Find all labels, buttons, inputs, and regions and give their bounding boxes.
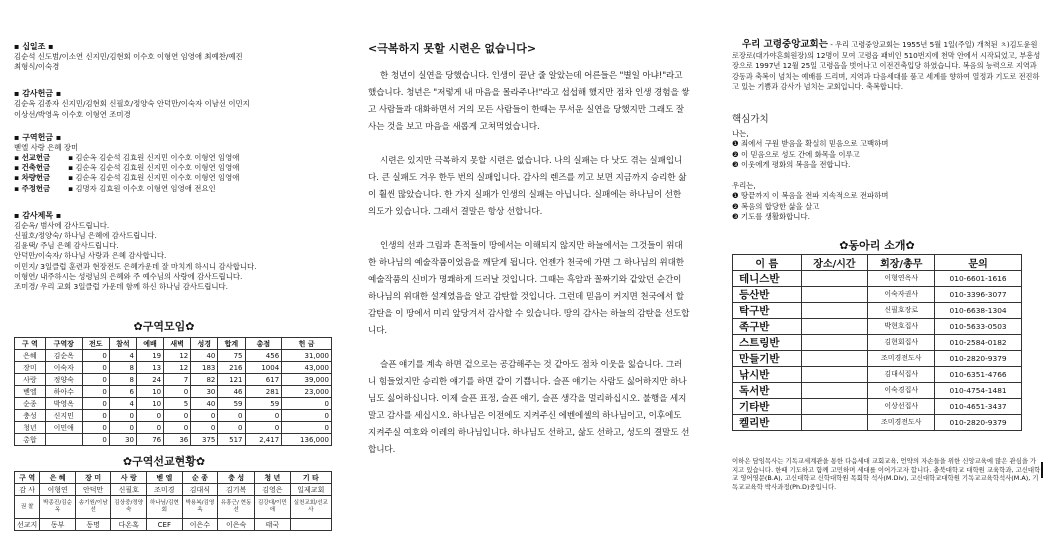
column-header: 성경 xyxy=(191,338,218,350)
table-cell: 0 xyxy=(137,422,164,434)
group-meeting-title: ✿구역모임✿ xyxy=(133,320,195,334)
table-cell: 010-3396-3077 xyxy=(935,286,1022,302)
offering-row xyxy=(14,163,340,173)
thanks-line: 김순옥 김종자 신지민/김현회 신필호/정양숙 안덕만/이숙자 이남선 이민지 xyxy=(14,99,250,109)
mission-status-title: ✿구역선교현황✿ xyxy=(122,455,206,469)
table-cell: 0 xyxy=(82,398,109,410)
table-cell: 신필호 xyxy=(111,484,147,496)
table-cell: 이민애 xyxy=(45,422,82,434)
column-header: 총점 xyxy=(245,338,282,350)
table-cell: 안덕만 xyxy=(75,484,111,496)
table-cell: 517 xyxy=(218,434,245,446)
table-cell: 0 xyxy=(164,422,191,434)
table-cell: 실천교회/선교사 xyxy=(290,496,331,519)
church-intro-text: - 우리 고령중앙교회는 1955년 5월 1일(주일) 개척된 ㅊ)김도윤원로장로(대가야흔회원장)의 12명이 모여 고령읍 패비인 510번지에 천막 안에서 시작되었고, 부흥성장으로 1997년 12월 25일 고령읍을 벗어나고 이전건축입당 하였습니다. 복음의 능력으로 지역과 강동과 축복이 넘치는 예배를 드리며, 지역과 다음세대를 품고 세계를 향하여 열정과 기도로 전진하고 있는 기쁨과 감사가 넘치는 교회입니다. 축복합니다. xyxy=(732,40,1041,92)
offering-label: ▪ 건축헌금 xyxy=(14,163,51,173)
table-cell: 0 xyxy=(164,410,191,422)
gratitude-section xyxy=(14,210,340,292)
gratitude-line: 조미경/ 우리 교회 3일클럽 가운데 함께 하신 하나님 감사드립니다. xyxy=(14,282,228,292)
table-cell: 장미 xyxy=(15,362,46,374)
column-header: 새벽 xyxy=(164,338,191,350)
core-we-item: ❸ 기도를 생활화합니다. xyxy=(732,212,810,222)
club-table xyxy=(732,254,1022,431)
table-row xyxy=(15,519,332,531)
thanks-section xyxy=(14,88,340,119)
gratitude-line: 이민지/ 3일클럽 훈련과 현장전도 은혜가운데 잘 마치게 하시니 감사합니다. xyxy=(14,261,257,271)
sermon-paragraph: 슬픈 얘기를 계속 하면 겉으로는 공감해주는 것 같아도 점차 이웃을 잃습니다. 그러니 힘들었지만 승리한 얘기를 하면 같이 기쁩니다. 슬픈 얘기는 사람도 싫어하지만 하나님도 싫어하십니다. 이제 슬픈 표정, 슬픈 얘기, 슬픈 생각을 멀리하십시오. 불행을 세지 말고 감사를 세십시오. 하나님은 이전에도 지켜주신 에벤에셀의 하나님이고, 이후에도 지켜주실 여호와 이레의 하나님입니다. 하나님도 선하고, 삶도 선하고, 성도의 결말도 선합니다. xyxy=(368,360,690,455)
table-row xyxy=(15,410,332,422)
table-cell: 010-6351-4766 xyxy=(935,366,1022,382)
table-cell: 0 xyxy=(191,422,218,434)
table-cell: 김현회집사 xyxy=(868,334,935,350)
table-cell: 13 xyxy=(137,362,164,374)
column-header: 사 랑 xyxy=(111,472,147,484)
table-cell: 족구반 xyxy=(733,318,802,334)
table-cell: 36 xyxy=(164,434,191,446)
table-cell: 사랑 xyxy=(15,374,46,386)
table-cell: 183 xyxy=(191,362,218,374)
mission-status-table xyxy=(14,471,332,531)
table-cell: 121 xyxy=(218,374,245,386)
column-header: 구 역 xyxy=(15,338,46,350)
district-offering-section xyxy=(14,132,340,194)
table-cell: 6 xyxy=(109,386,136,398)
table-cell: 박종진/김순옥 xyxy=(40,496,76,519)
table-cell: 김영은 xyxy=(255,484,291,496)
table-cell: 탁구반 xyxy=(733,302,802,318)
table-cell: 0 xyxy=(82,386,109,398)
table-row xyxy=(733,398,1022,414)
column-header: 헌 금 xyxy=(282,338,332,350)
table-cell: 010-6638-1304 xyxy=(935,302,1022,318)
table-cell: 김기복 xyxy=(218,484,255,496)
table-cell: 테니스반 xyxy=(733,270,802,286)
table-cell: 0 xyxy=(282,398,332,410)
church-intro xyxy=(732,40,1044,93)
pastor-note: 이하은 담임목사는 기독교세계관을 통한 다음세대 교회교육, 언약의 자손들을 위한 신앙교육에 많은 관심을 가지고 있습니다. 한때 기도하고 함께 고민하며 세대를 이어가고자 합니다. 충북대학교 대학원 교육학과, 고신대학교 영어영문(B.A), 고신대학교 신학대학원 목회학 석사(M.Div), 고신대학교대학원 기독교교육학석사(M.A), 기독교교육학 박사과정(Ph.D)중입니다. xyxy=(732,456,1041,491)
table-cell: 신필호장로 xyxy=(868,302,935,318)
table-cell xyxy=(801,318,868,334)
table-cell: 김대식 xyxy=(182,484,218,496)
table-cell: 0 xyxy=(82,362,109,374)
tithe-section xyxy=(14,41,340,72)
table-cell: 이숙경집사 xyxy=(868,382,935,398)
table-row xyxy=(733,302,1022,318)
column-header: 장 미 xyxy=(75,472,111,484)
edge-mark xyxy=(1041,462,1043,478)
table-row xyxy=(733,270,1022,286)
table-row xyxy=(15,374,332,386)
table-cell: 박용복/김영옥 xyxy=(182,496,218,519)
table-cell xyxy=(801,302,868,318)
core-values-title: 핵심가치 xyxy=(732,113,769,125)
table-cell xyxy=(290,519,331,531)
table-row xyxy=(733,350,1022,366)
table-cell: 김강대/이민애 xyxy=(255,496,291,519)
offering-names: ▪ 김순옥 김순석 김효원 신지민 이수호 이형연 임영애 xyxy=(68,173,240,183)
offering-names: ▪ 김명자 김효원 이수호 이형연 임영애 전요인 xyxy=(68,183,216,193)
table-cell: 0 xyxy=(245,410,282,422)
table-cell: 010-4754-1481 xyxy=(935,382,1022,398)
table-cell: 송기원/이남선 xyxy=(75,496,111,519)
table-cell xyxy=(801,270,868,286)
core-me-label: 나는, xyxy=(732,128,749,138)
table-cell: 하아수 xyxy=(45,386,82,398)
table-cell: 김상중/정양숙 xyxy=(111,496,147,519)
table-cell: 10 xyxy=(137,398,164,410)
table-cell xyxy=(801,286,868,302)
table-cell: 청년 xyxy=(15,422,46,434)
core-we-label: 우리는, xyxy=(732,180,756,190)
table-row xyxy=(15,422,332,434)
table-cell: 12 xyxy=(164,350,191,362)
table-cell: 0 xyxy=(137,410,164,422)
table-row xyxy=(15,484,332,496)
church-intro-title: 우리 고령중앙교회는 xyxy=(742,39,828,50)
table-cell: 이은수 xyxy=(182,519,218,531)
table-cell xyxy=(801,334,868,350)
gratitude-line: 김순옥/ 범사에 감사드립니다. xyxy=(14,220,110,230)
table-cell: 선교지 xyxy=(15,519,40,531)
column-header: 이 름 xyxy=(733,254,802,270)
sermon-paragraph: 인생의 선과 그림과 흔적들이 땅에서는 이해되지 않지만 하늘에서는 그것들이 위대한 하나님의 예술작품이었음을 깨닫게 됩니다. 언젠가 천국에 가면 그 하나님의 위대한 예술작품의 신비가 명쾌하게 드러날 것입니다. 그때는 흑암과 꼴짜기와 같았던 순간이 하나님의 위대한 설계였음을 알고 감탄할 것입니다. 그런데 믿음이 커지면 천국에서 할 감탄을 이 땅에서 미리 앞당겨서 감사할 수 있습니다. 땅의 감사는 하늘의 감탄을 선도합니다. xyxy=(368,241,690,336)
core-me-item: ❷ 이 믿음으로 성도 간에 화목을 이루고 xyxy=(732,149,860,159)
table-cell: 박영옥 xyxy=(45,398,82,410)
district-line: 벧엘 사랑 은혜 장미 xyxy=(14,142,79,152)
table-cell: 1004 xyxy=(245,362,282,374)
column-header: 청 년 xyxy=(255,472,291,484)
table-cell: 독서반 xyxy=(733,382,802,398)
gratitude-line: 안덕만/이숙자/ 하나님 사랑과 은혜 감사합니다. xyxy=(14,251,167,261)
table-cell: 0 xyxy=(82,422,109,434)
table-row xyxy=(733,414,1022,430)
column-header: 구 역 xyxy=(15,472,40,484)
table-cell: 4 xyxy=(109,350,136,362)
table-row xyxy=(15,362,332,374)
table-cell: 0 xyxy=(191,410,218,422)
table-cell: 23,000 xyxy=(282,386,332,398)
group-meeting-table xyxy=(14,337,332,446)
table-cell: 이형연 xyxy=(40,484,76,496)
table-cell: 010-4651-3437 xyxy=(935,398,1022,414)
table-cell: 이상선집사 xyxy=(868,398,935,414)
table-cell: 39,000 xyxy=(282,374,332,386)
sermon-paragraph: 한 청년이 실연을 당했습니다. 인생이 끝난 줄 알았는데 어른들은 "별일 아냐!"라고 했습니다. 청년은 "저렇게 내 마음을 몰라주나!"라고 섭섭해 했지만 점차 인생 경험을 쌓고 사람들과 대화하면서 거의 모든 사람들이 한때는 무서운 실연을 당했지만 그래도 잘 사는 것을 보고 마음을 새롭게 고쳐먹었습니다. xyxy=(368,71,690,132)
column-header: 기 타 xyxy=(290,472,331,484)
table-cell: 456 xyxy=(245,350,282,362)
table-cell: 조미경전도사 xyxy=(868,414,935,430)
core-me-item: ❸ 이웃에게 평화의 복음을 전합니다. xyxy=(732,160,851,170)
table-cell: 다온혹 xyxy=(111,519,147,531)
table-cell: 유흥근/ 현동선 xyxy=(218,496,255,519)
table-cell: 2,417 xyxy=(245,434,282,446)
table-cell: 40 xyxy=(191,350,218,362)
table-cell: 010-2820-9379 xyxy=(935,414,1022,430)
table-cell: 8 xyxy=(109,362,136,374)
table-header-row xyxy=(15,472,332,484)
gratitude-line: 신필호/정양숙/ 하나님 은혜에 감사드립니다. xyxy=(14,231,157,241)
table-cell: 30 xyxy=(191,386,218,398)
sermon-title: <극복하지 못할 시련은 없습니다> xyxy=(368,42,537,55)
table-cell: 8 xyxy=(109,374,136,386)
column-header: 은 혜 xyxy=(40,472,76,484)
table-cell: 태국 xyxy=(255,519,291,531)
table-cell: 권 찰 xyxy=(15,496,40,519)
table-cell: 등산반 xyxy=(733,286,802,302)
table-cell: 59 xyxy=(245,398,282,410)
table-cell: 59 xyxy=(218,398,245,410)
table-cell: 82 xyxy=(191,374,218,386)
table-cell: 0 xyxy=(109,410,136,422)
table-cell: 동부 xyxy=(40,519,76,531)
offering-label: ▪ 주정헌금 xyxy=(14,183,51,193)
table-cell xyxy=(801,414,868,430)
table-cell: 10 xyxy=(137,386,164,398)
offering-row xyxy=(14,173,340,183)
table-cell: 박현호집사 xyxy=(868,318,935,334)
table-cell: 0 xyxy=(218,410,245,422)
table-cell: 75 xyxy=(218,350,245,362)
table-cell xyxy=(801,382,868,398)
table-row xyxy=(15,386,332,398)
table-cell: CEF xyxy=(147,519,183,531)
table-cell: 12 xyxy=(164,362,191,374)
offering-row xyxy=(14,153,340,163)
table-cell: 조미경 xyxy=(147,484,183,496)
gratitude-title: ▪ 감사제목 ▪ xyxy=(14,210,62,220)
column-header: 예배 xyxy=(137,338,164,350)
table-cell: 010-2584-0182 xyxy=(935,334,1022,350)
table-cell: 김대식집사 xyxy=(868,366,935,382)
table-cell: 0 xyxy=(218,422,245,434)
right-column xyxy=(732,0,1044,491)
table-cell: 이은숙 xyxy=(218,519,255,531)
table-cell: 216 xyxy=(218,362,245,374)
table-cell: 조미경전도사 xyxy=(868,350,935,366)
column-header: 참석 xyxy=(109,338,136,350)
column-header: 장소/시간 xyxy=(801,254,868,270)
column-header: 합계 xyxy=(218,338,245,350)
table-cell: 136,000 xyxy=(282,434,332,446)
table-cell: 0 xyxy=(82,434,109,446)
column-header: 순 종 xyxy=(182,472,218,484)
table-cell: 281 xyxy=(245,386,282,398)
club-title: ✿동아리 소개✿ xyxy=(839,238,915,252)
table-cell: 낚시반 xyxy=(733,366,802,382)
left-column xyxy=(14,0,340,531)
table-cell: 19 xyxy=(137,350,164,362)
table-cell: 0 xyxy=(245,422,282,434)
table-row xyxy=(733,286,1022,302)
table-cell: 46 xyxy=(218,386,245,398)
column-header: 구역장 xyxy=(45,338,82,350)
core-we-item: ❶ 땅끝까지 이 복음을 전파 지속적으로 전파하며 xyxy=(732,191,889,201)
table-cell: 0 xyxy=(82,410,109,422)
table-cell: 만들기반 xyxy=(733,350,802,366)
tithe-line: 최형식/이숙경 xyxy=(14,62,60,72)
column-header: 문의 xyxy=(935,254,1022,270)
table-cell xyxy=(801,350,868,366)
table-row xyxy=(733,334,1022,350)
table-cell: 동명 xyxy=(75,519,111,531)
table-cell: 일제교회 xyxy=(290,484,331,496)
table-cell: 감 사 xyxy=(15,484,40,496)
table-cell: 충성 xyxy=(15,410,46,422)
gratitude-line: 김윤택/ 주님 은혜 감사드립니다. xyxy=(14,241,119,251)
thanks-title: ▪ 감사헌금 ▪ xyxy=(14,89,62,99)
table-cell: 하나님/김현회 xyxy=(147,496,183,519)
table-row xyxy=(733,366,1022,382)
table-cell xyxy=(45,434,82,446)
sermon-paragraph: 시련은 있지만 극복하지 못할 시련은 없습니다. 나의 실패는 다 낫도 겪는 실패입니다. 큰 실패도 겨우 한두 번의 실패입니다. 감사의 렌즈를 끼고 보면 지금까지 승리한 삶이 훨씬 많았습니다. 한 가지 실패가 인생의 실패는 아닙니다. 실패에는 하나님이 선한 의도가 있습니다. 그래서 결말은 항상 선합니다. xyxy=(368,156,687,217)
table-cell: 4 xyxy=(109,398,136,410)
thanks-line: 이상선/박영옥 이수호 이형연 조미경 xyxy=(14,109,131,119)
table-cell: 5 xyxy=(164,398,191,410)
table-cell: 스트링반 xyxy=(733,334,802,350)
table-row xyxy=(15,398,332,410)
table-cell: 010-6601-1616 xyxy=(935,270,1022,286)
table-cell: 0 xyxy=(82,350,109,362)
table-cell: 7 xyxy=(164,374,191,386)
gratitude-line: 이형연/ 내주하시는 성령님의 은혜와 주 예수님의 사랑에 감사드립니다. xyxy=(14,271,243,281)
table-cell xyxy=(801,398,868,414)
table-cell: 0 xyxy=(82,374,109,386)
table-cell: 24 xyxy=(137,374,164,386)
table-cell: 순종 xyxy=(15,398,46,410)
core-me-item: ❶ 죄에서 구원 받음을 확실히 믿음으로 고백하며 xyxy=(732,139,889,149)
core-we-item: ❷ 복음의 합당한 삶을 살고 xyxy=(732,201,820,211)
offering-names: ▪ 김순옥 김순석 김효원 신지민 이수호 이형연 임영애 xyxy=(68,153,240,163)
table-cell: 켈리반 xyxy=(733,414,802,430)
table-header-row xyxy=(733,254,1022,270)
table-cell: 0 xyxy=(109,422,136,434)
offering-row xyxy=(14,184,340,194)
table-cell: 375 xyxy=(191,434,218,446)
table-cell: 010-5633-0503 xyxy=(935,318,1022,334)
table-cell: 벧엘 xyxy=(15,386,46,398)
table-cell xyxy=(801,366,868,382)
table-row xyxy=(15,496,332,519)
table-cell: 이숙자권사 xyxy=(868,286,935,302)
table-cell: 617 xyxy=(245,374,282,386)
table-cell: 0 xyxy=(282,422,332,434)
column-header: 회장/총무 xyxy=(868,254,935,270)
table-cell: 신지민 xyxy=(45,410,82,422)
core-values xyxy=(732,111,1044,223)
table-cell: 은혜 xyxy=(15,350,46,362)
table-cell: 010-2820-9379 xyxy=(935,350,1022,366)
column-header: 충 성 xyxy=(218,472,255,484)
table-cell: 76 xyxy=(137,434,164,446)
table-cell: 43,000 xyxy=(282,362,332,374)
table-row xyxy=(733,318,1022,334)
middle-column xyxy=(368,0,690,476)
table-cell: 30 xyxy=(109,434,136,446)
column-header: 벧 엘 xyxy=(147,472,183,484)
table-cell: 31,000 xyxy=(282,350,332,362)
table-row xyxy=(15,434,332,446)
tithe-title: ▪ 십일조 ▪ xyxy=(14,42,54,51)
table-cell: 이숙자 xyxy=(45,362,82,374)
table-row xyxy=(15,350,332,362)
table-header-row xyxy=(15,338,332,350)
table-cell: 기타반 xyxy=(733,398,802,414)
table-cell: 김순옥 xyxy=(45,350,82,362)
offering-label: ▪ 선교헌금 xyxy=(14,153,51,163)
column-header: 전도 xyxy=(82,338,109,350)
table-row xyxy=(733,382,1022,398)
tithe-line: 김순석 신도범/이소연 신지민/김현회 이수호 이형연 임영애 최예찬/예진 xyxy=(14,52,243,61)
offering-names: ▪ 김순옥 김순석 김효원 신지민 이수호 이형연 임영애 xyxy=(68,163,240,173)
table-cell: 0 xyxy=(164,386,191,398)
table-cell: 정양숙 xyxy=(45,374,82,386)
table-cell: 40 xyxy=(191,398,218,410)
district-title: ▪ 구역헌금 ▪ xyxy=(14,132,62,142)
table-cell: 0 xyxy=(282,410,332,422)
offering-label: ▪ 차량헌금 xyxy=(14,173,51,183)
table-cell: 이형연옥사 xyxy=(868,270,935,286)
table-cell: 총합 xyxy=(15,434,46,446)
